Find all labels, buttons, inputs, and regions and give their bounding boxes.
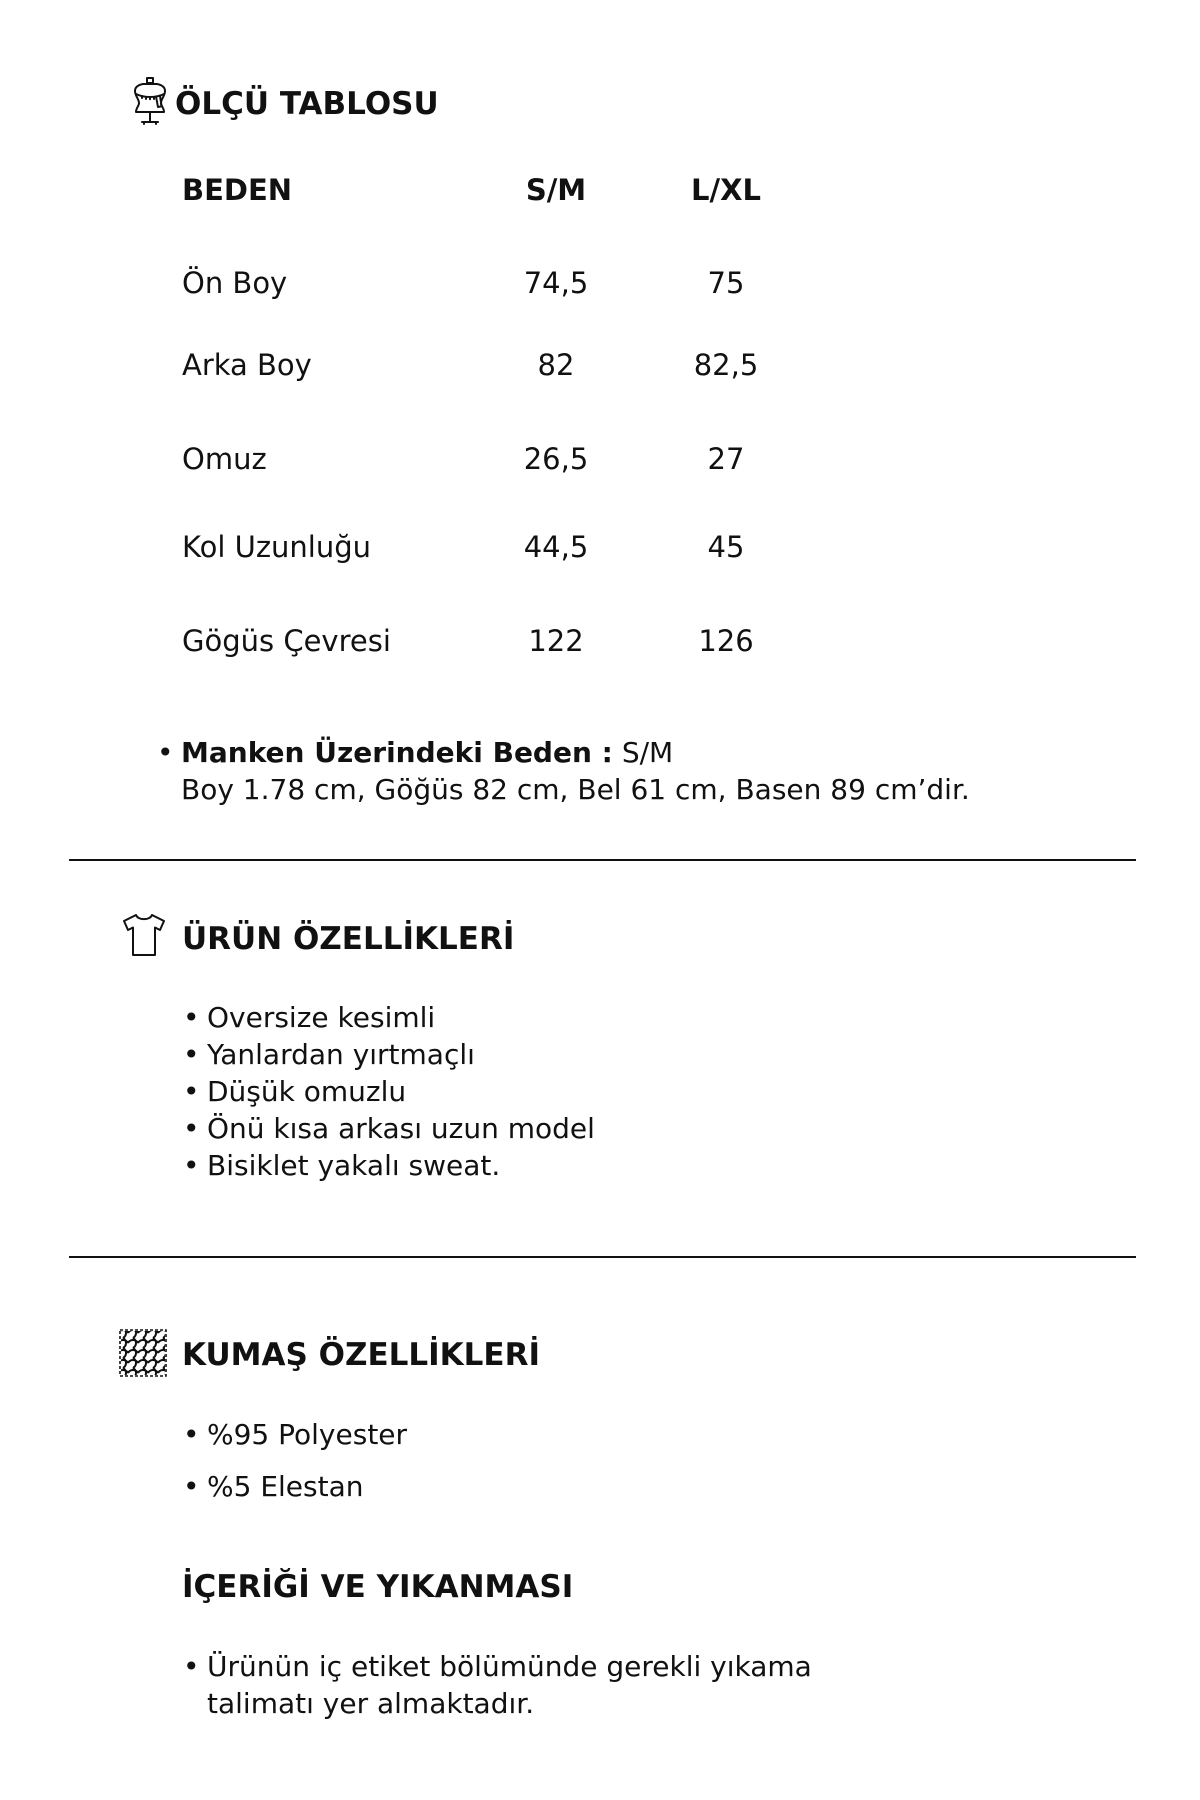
list-item: • %5 Elestan [207,1468,407,1505]
measurement-label: Ön Boy [182,266,288,300]
table-header-row [0,172,1200,209]
care-instructions-title: İÇERİĞİ VE YIKANMASI [182,1569,574,1605]
mannequin-icon [130,76,170,126]
measurement-label: Gögüs Çevresi [182,624,391,658]
table-row [0,441,1200,478]
model-size-label: Manken Üzerindeki Beden : [181,736,613,769]
size-column-header: BEDEN [182,173,293,207]
size-s-m-value: 26,5 [523,442,589,476]
size-l-xl-value: 45 [707,530,745,564]
fabric-icon [118,1328,168,1378]
measurement-label: Kol Uzunluğu [182,530,372,564]
list-item: • Yanlardan yırtmaçlı [207,1036,595,1073]
model-measurements: Boy 1.78 cm, Göğüs 82 cm, Bel 61 cm, Basen 89 cm’dir. [181,773,970,806]
product-features-list [207,999,595,1184]
care-instructions-text [207,1648,812,1722]
section-divider [69,1256,1136,1258]
table-row [0,265,1200,302]
table-row [0,623,1200,660]
t-shirt-icon [120,912,168,958]
size-s-m-value: 82 [537,348,575,382]
size-s-m-value: 44,5 [523,530,589,564]
model-size-note [181,734,970,808]
size-header-l-xl: L/XL [691,173,761,207]
size-l-xl-value: 27 [707,442,745,476]
care-line: • Ürünün iç etiket bölümünde gerekli yıkama [207,1648,812,1685]
size-l-xl-value: 82,5 [693,348,759,382]
size-s-m-value: 122 [528,624,584,658]
size-l-xl-value: 75 [707,266,745,300]
fabric-features-title: KUMAŞ ÖZELLİKLERİ [182,1337,541,1373]
size-l-xl-value: 126 [698,624,754,658]
product-features-title: ÜRÜN ÖZELLİKLERİ [182,921,515,957]
table-row [0,347,1200,384]
care-line: talimatı yer almaktadır. [207,1687,535,1720]
list-item: • %95 Polyester [207,1416,407,1453]
size-chart-title: ÖLÇÜ TABLOSU [175,86,439,122]
list-item: • Düşük omuzlu [207,1073,595,1110]
measurement-label: Arka Boy [182,348,312,382]
measurement-label: Omuz [182,442,267,476]
model-size-line [181,734,970,771]
section-divider [69,859,1136,861]
fabric-composition-list [207,1416,407,1505]
list-item: • Oversize kesimli [207,999,595,1036]
size-s-m-value: 74,5 [523,266,589,300]
list-item: • Önü kısa arkası uzun model [207,1110,595,1147]
table-row [0,529,1200,566]
model-size-value: S/M [621,736,674,769]
size-header-s-m: S/M [525,173,587,207]
list-item: • Bisiklet yakalı sweat. [207,1147,595,1184]
